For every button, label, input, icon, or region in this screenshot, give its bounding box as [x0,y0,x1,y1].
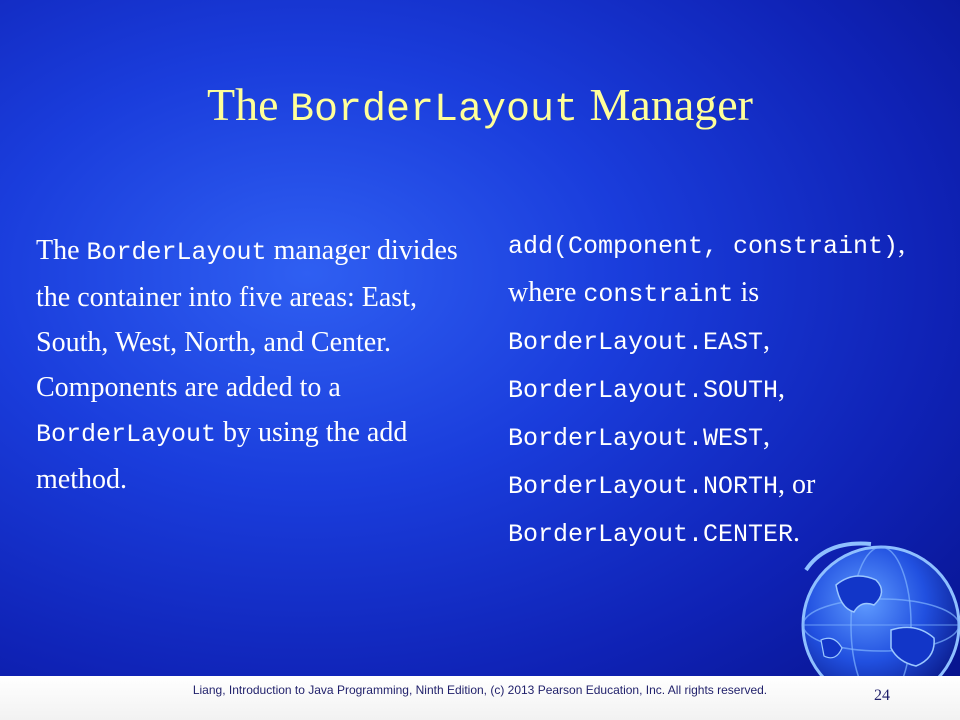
right-text-7: . [793,517,801,548]
title-code: BorderLayout [289,88,579,133]
left-code-1: BorderLayout [86,238,267,267]
slide-title [0,73,960,143]
right-code-west: BorderLayout.WEST [508,424,764,453]
right-code-center: BorderLayout.CENTER [508,520,794,549]
right-code-east: BorderLayout.EAST [508,328,764,357]
globe-icon [766,530,960,700]
footer-citation: Liang, Introduction to Java Programming, Ninth Edition, (c) 2013 Pearson Education, Inc. All rights reserved. [192,683,768,697]
left-paragraph [36,228,486,502]
right-code-north: BorderLayout.NORTH [508,472,779,501]
left-text-1: The [36,235,87,266]
right-code-constraint: constraint [583,280,734,309]
right-text-3: , [763,325,771,356]
right-text-1: , where [508,229,906,308]
title-suffix: Manager [578,79,754,130]
right-code-add-method: add(Component, constraint) [508,232,899,261]
right-text-5: , [763,421,771,452]
left-text-2: manager divides the container into five areas: East, South, West, North, and Center. Components are added to a [36,235,458,403]
right-text-6: , or [778,469,816,500]
left-text-3: by using the add method. [36,417,408,495]
right-paragraph [508,222,948,558]
left-code-2: BorderLayout [36,420,217,449]
right-code-south: BorderLayout.SOUTH [508,376,779,405]
title-prefix: The [206,79,290,130]
page-number: 24 [874,687,890,704]
right-text-4: , [778,373,786,404]
right-text-2: is [733,277,760,308]
